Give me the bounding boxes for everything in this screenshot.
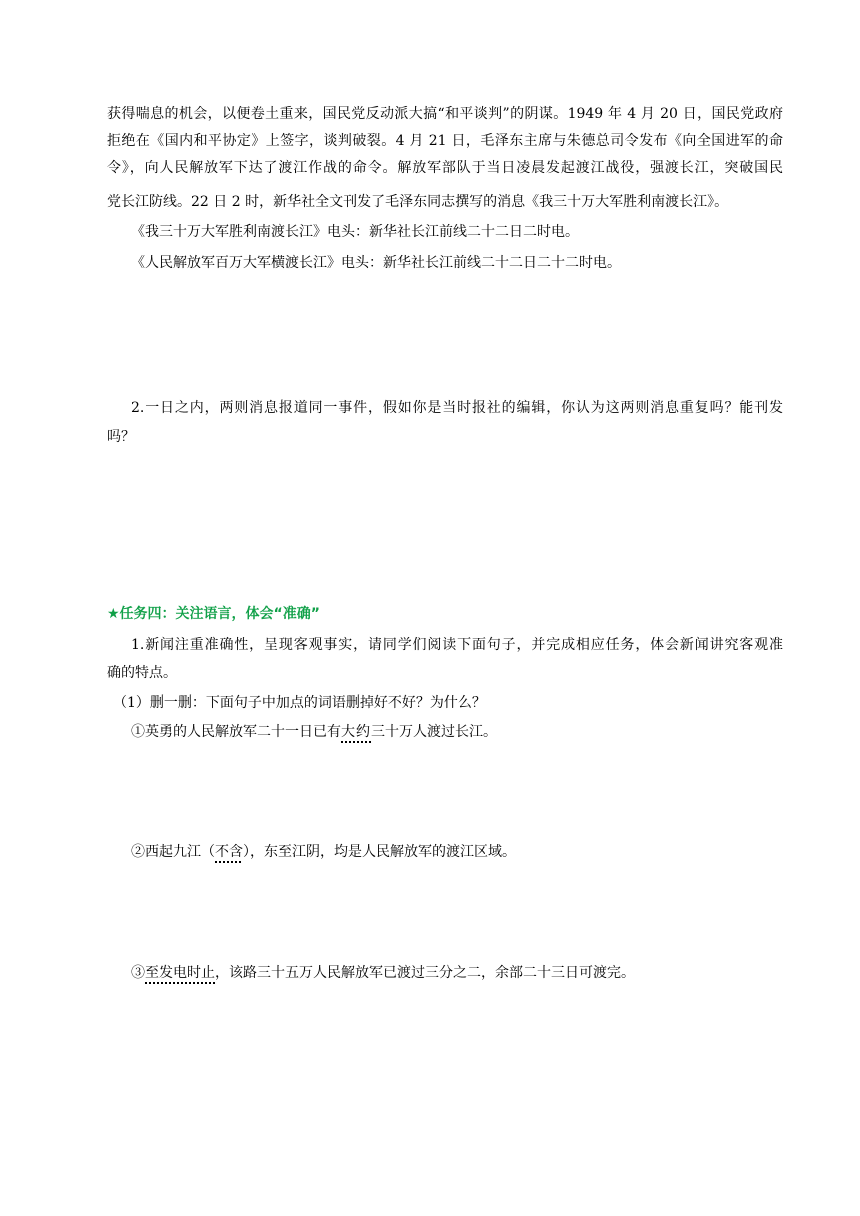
task-4-title: ★任务四：关注语言，体会“准确” (107, 606, 320, 622)
question-1-line: 确的特点。 (107, 665, 177, 681)
question-2-line: 吗？ (107, 429, 135, 445)
dateline-1: 《我三十万大军胜利南渡长江》电头：新华社长江前线二十二日二时电。 (131, 224, 579, 240)
sentence-text: ，该路三十五万人民解放军已渡过三分之二，余部二十三日可渡完。 (215, 965, 635, 981)
paragraph-line: 拒绝在《国内和平协定》上签字，谈判破裂。4 月 21 日，毛泽东主席与朱德总司令发布《向全国进军的命 (107, 133, 783, 149)
dotted-word: 至发电时止 (145, 965, 215, 981)
sentence-2 (131, 842, 516, 862)
sentence-3 (131, 963, 635, 983)
sentence-text: ②西起九江（ (131, 844, 215, 860)
sentence-text: ③ (131, 965, 145, 981)
sentence-text: ），东至江阴，均是人民解放军的渡江区域。 (243, 844, 516, 860)
subtask-1: （1）删一删：下面句子中加点的词语删掉好不好？为什么？ (113, 695, 486, 711)
question-2-line: 2.一日之内，两则消息报道同一事件，假如你是当时报社的编辑，你认为这两则消息重复吗？能刊发 (131, 400, 783, 416)
dateline-2: 《人民解放军百万大军横渡长江》电头：新华社长江前线二十二日二十二时电。 (131, 255, 621, 271)
paragraph-line: 党长江防线。22 日 2 时，新华社全文刊发了毛泽东同志撰写的消息《我三十万大军胜利南渡长江》。 (107, 194, 729, 210)
question-1-line: 1.新闻注重准确性，呈现客观事实，请同学们阅读下面句子，并完成相应任务，体会新闻讲究客观准 (131, 637, 783, 653)
sentence-text: 三十万人渡过长江。 (371, 724, 497, 740)
dotted-word: 大约 (341, 724, 371, 740)
sentence-1 (131, 722, 497, 742)
paragraph-line: 令》，向人民解放军下达了渡江作战的命令。解放军部队于当日凌晨发起渡江战役，强渡长江，突破国民 (107, 160, 783, 176)
paragraph-line: 获得喘息的机会，以便卷土重来，国民党反动派大搞“和平谈判”的阴谋。1949 年 4 月 20 日，国民党政府 (107, 106, 783, 122)
dotted-word: 不含 (215, 844, 243, 860)
sentence-text: ①英勇的人民解放军二十一日已有 (131, 724, 341, 740)
